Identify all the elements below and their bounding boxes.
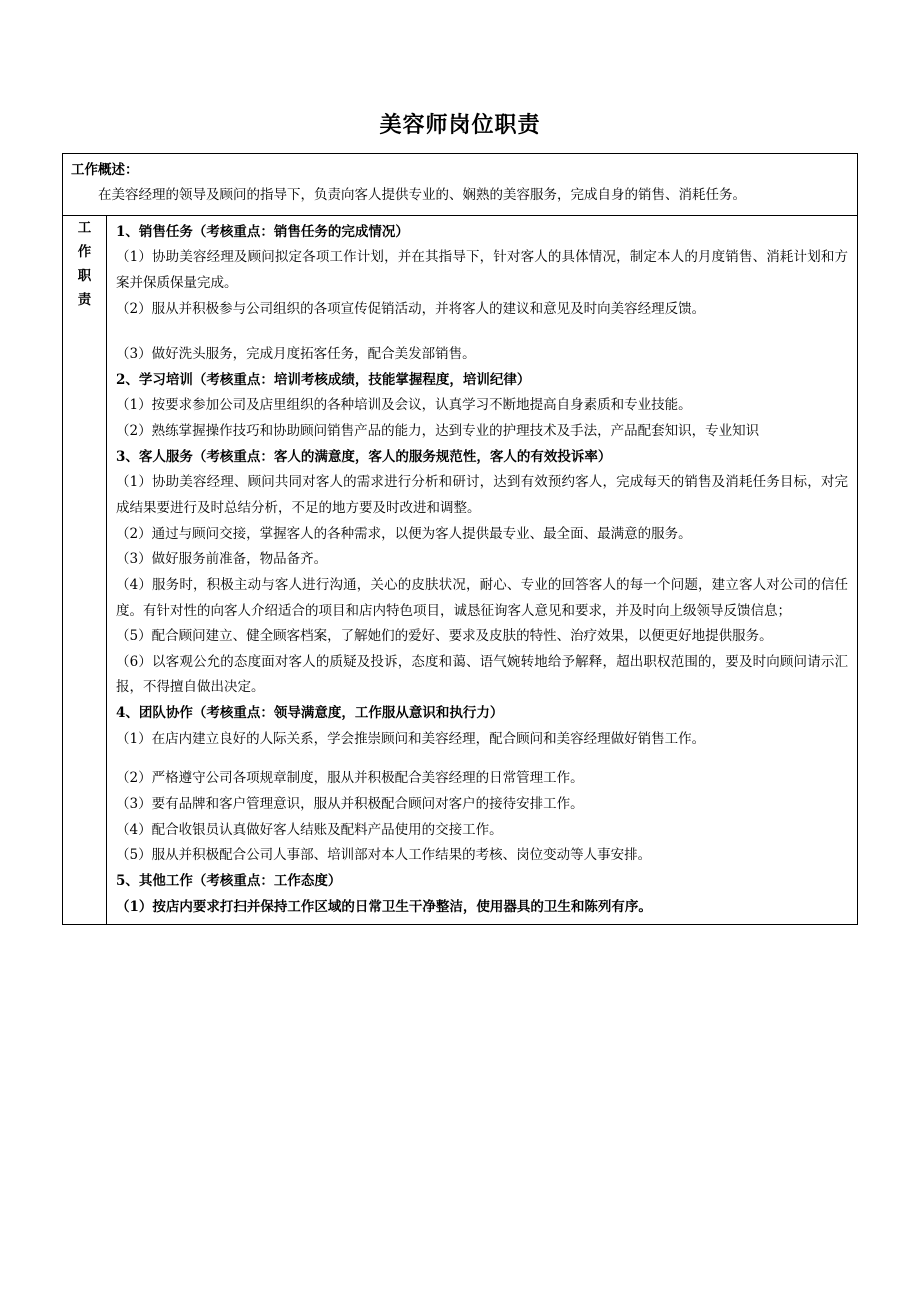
paragraph-spacer xyxy=(116,322,848,342)
section-item: （5）服从并积极配合公司人事部、培训部对本人工作结果的考核、岗位变动等人事安排。 xyxy=(116,847,652,864)
section-item: （1）在店内建立良好的人际关系，学会推崇顾问和美容经理，配合顾问和美容经理做好销售工作。 xyxy=(116,730,706,747)
overview-heading: 工作概述： xyxy=(71,162,139,178)
section-title: 3、客人服务（考核重点：客人的满意度，客人的服务规范性，客人的有效投诉率） xyxy=(116,448,612,465)
section-item: （5）配合顾问建立、健全顾客档案，了解她们的爱好、要求及皮肤的特性、治疗效果，以便更好地提供服务。 xyxy=(116,628,773,645)
section-item: （3）要有品牌和客户管理意识，服从并积极配合顾问对客户的接待安排工作。 xyxy=(116,796,584,813)
table-row-overview xyxy=(63,154,858,216)
section-item: （2）服从并积极参与公司组织的各项宣传促销活动，并将客人的建议和意见及时向美容经理反馈。 xyxy=(116,300,706,317)
section-item: （1）协助美容经理及顾问拟定各项工作计划，并在其指导下，针对客人的具体情况，制定本人的月度销售、消耗计划和方案并保质保量完成。 xyxy=(116,249,848,291)
duties-label-cell xyxy=(63,215,107,925)
duties-content-cell xyxy=(107,215,858,925)
section-title: 1、销售任务（考核重点：销售任务的完成情况） xyxy=(116,223,409,240)
duties-label-char-2: 作 xyxy=(77,243,92,260)
section-item: （1）协助美容经理、顾问共同对客人的需求进行分析和研讨，达到有效预约客人，完成每天的销售及消耗任务目标，对完成结果要进行及时总结分析，不足的地方要及时改进和调整。 xyxy=(116,474,848,516)
section-title: 4、团队协作（考核重点：领导满意度，工作服从意识和执行力） xyxy=(116,705,504,722)
section-item: （1）按要求参加公司及店里组织的各种培训及会议，认真学习不断地提高自身素质和专业技能。 xyxy=(116,397,692,414)
duties-label-char-3: 职 xyxy=(77,268,92,285)
section-item: （3）做好洗头服务，完成月度拓客任务，配合美发部销售。 xyxy=(116,346,476,363)
section-title: 5、其他工作（考核重点：工作态度） xyxy=(116,872,342,889)
section-item: （3）做好服务前准备，物品备齐。 xyxy=(116,551,328,568)
duties-label xyxy=(63,216,106,313)
section-item: （4）服务时，积极主动与客人进行沟通，关心的皮肤状况，耐心、专业的回答客人的每一个问题，建立客人对公司的信任度。有针对性的向客人介绍适合的项目和店内特色项目，诚恳征询客人意见和要求，并及时向上级领导反馈信息； xyxy=(116,576,848,619)
section-item: （4）配合收银员认真做好客人结账及配料产品使用的交接工作。 xyxy=(116,821,503,838)
paragraph-spacer xyxy=(116,752,848,766)
table-row-duties xyxy=(63,215,858,925)
overview-body: 在美容经理的领导及顾问的指导下，负责向客人提供专业的、娴熟的美容服务，完成自身的销售、消耗任务。 xyxy=(98,187,746,204)
duties-label-char-1: 工 xyxy=(77,219,92,236)
section-item: （6）以客观公允的态度面对客人的质疑及投诉，态度和蔼、语气婉转地给予解释，超出职权范围的，要及时向顾问请示汇报，不得擅自做出决定。 xyxy=(116,653,848,696)
overview-cell xyxy=(63,154,858,216)
section-item: （1）按店内要求打扫并保持工作区域的日常卫生干净整洁，使用器具的卫生和陈列有序。 xyxy=(116,898,652,915)
section-item: （2）熟练掌握操作技巧和协助顾问销售产品的能力，达到专业的护理技术及手法，产品配套知识，专业知识 xyxy=(116,423,760,440)
duties-label-char-4: 责 xyxy=(77,292,92,309)
job-description-table xyxy=(62,153,858,925)
section-title: 2、学习培训（考核重点：培训考核成绩，技能掌握程度，培训纪律） xyxy=(116,371,531,388)
section-item: （2）通过与顾问交接，掌握客人的各种需求，以便为客人提供最专业、最全面、最满意的服务。 xyxy=(116,525,692,542)
page-title: 美容师岗位职责 xyxy=(379,112,541,138)
section-item: （2）严格遵守公司各项规章制度，服从并积极配合美容经理的日常管理工作。 xyxy=(116,770,584,787)
